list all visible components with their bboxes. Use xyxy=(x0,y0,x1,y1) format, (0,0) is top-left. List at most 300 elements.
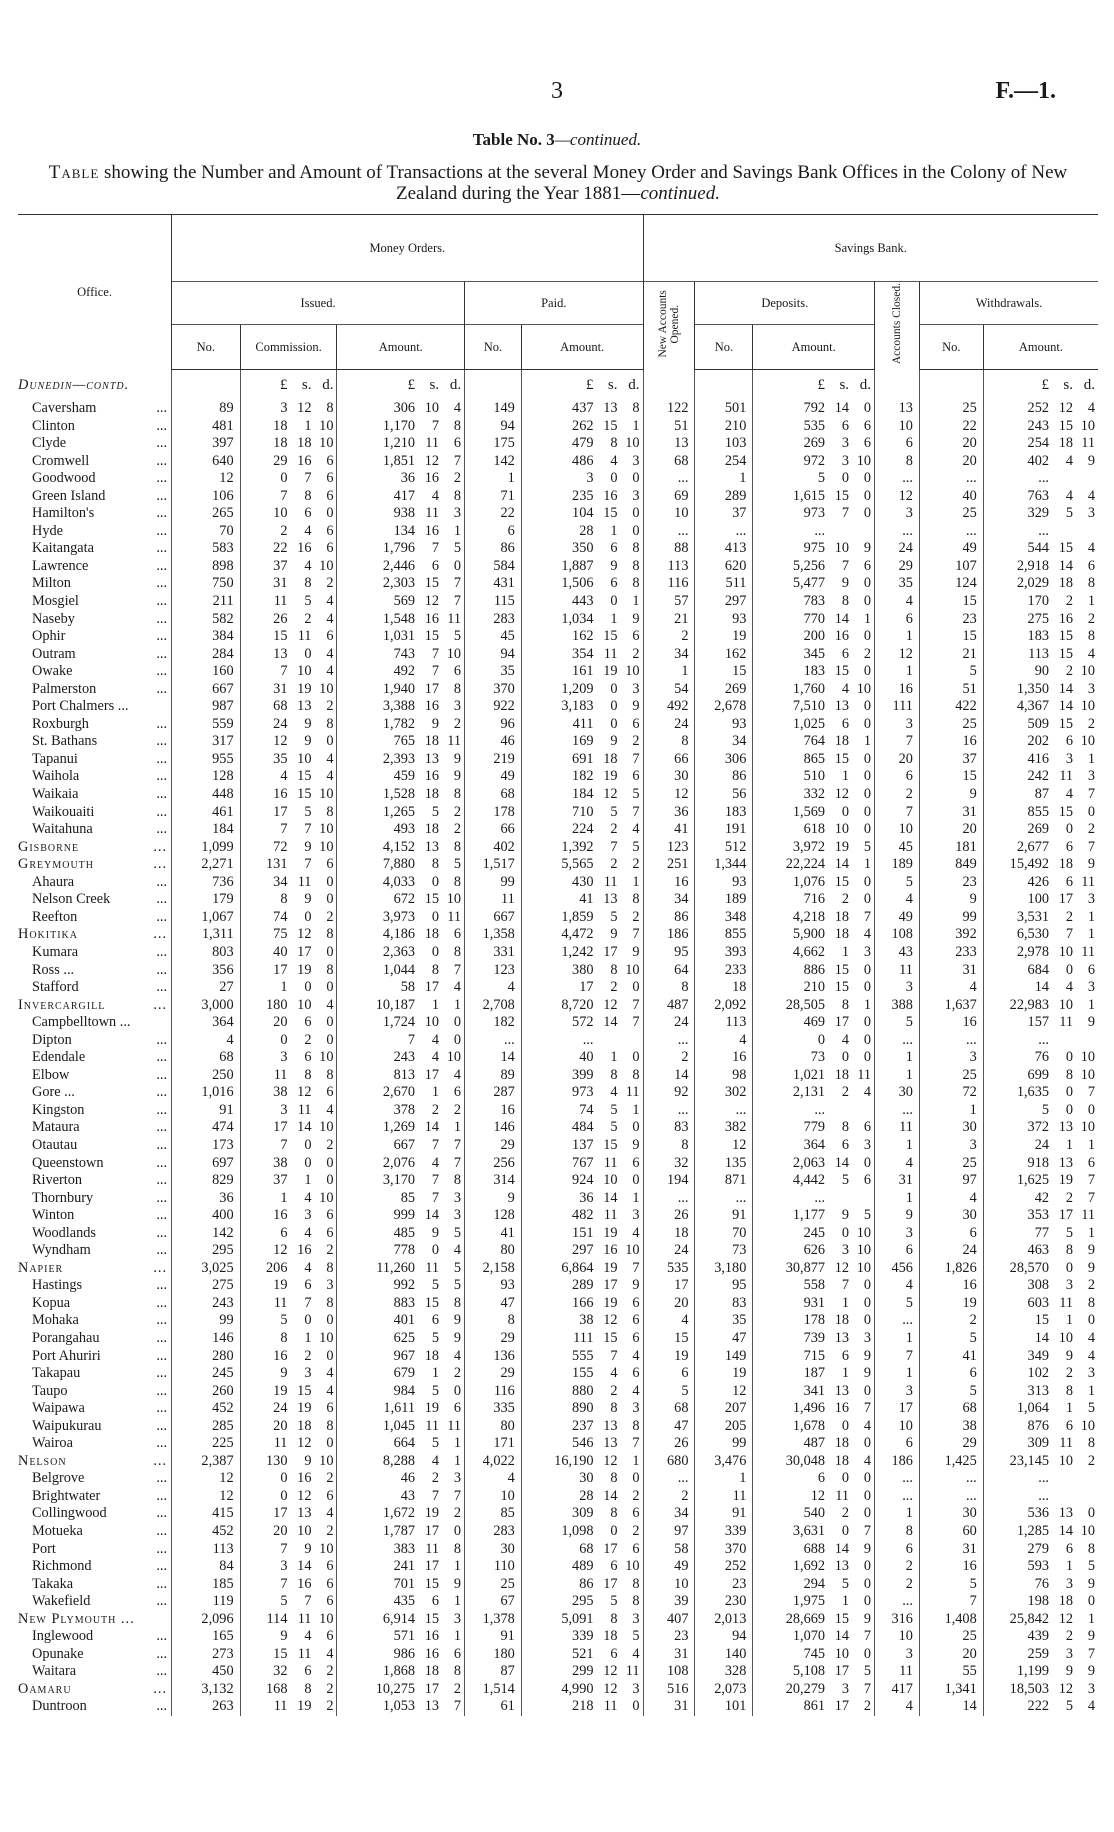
amount-value xyxy=(337,1470,461,1488)
shillings: 2 xyxy=(1065,1628,1073,1645)
pounds: 1,285 xyxy=(1016,1523,1049,1539)
pence: 4 xyxy=(1087,1347,1095,1364)
shillings: 15 xyxy=(834,1610,850,1627)
pounds: 1,868 xyxy=(382,1663,416,1680)
commission xyxy=(240,1155,337,1173)
pounds: 151 xyxy=(572,1224,594,1241)
shillings: 14 xyxy=(297,1119,312,1136)
accounts-closed: 1 xyxy=(875,1365,920,1383)
pounds: 5,565 xyxy=(561,856,594,873)
pounds: 4 xyxy=(280,768,288,785)
office-name xyxy=(18,418,172,436)
leader-dots: ... xyxy=(156,1312,168,1329)
office-label: Green Island xyxy=(32,487,106,504)
table-title xyxy=(0,130,1114,150)
amount-value xyxy=(522,1663,640,1681)
withdrawals-amount xyxy=(983,891,1098,909)
deposits-amount xyxy=(753,1470,875,1488)
shillings: 6 xyxy=(304,1049,312,1066)
pounds: 2,677 xyxy=(1016,838,1049,855)
empty-cell xyxy=(465,370,522,401)
pounds: 169 xyxy=(572,733,594,750)
pence: 7 xyxy=(453,961,462,978)
pence: 10 xyxy=(625,663,640,680)
office-name xyxy=(18,1418,172,1436)
amount-value xyxy=(984,1067,1095,1085)
commission xyxy=(240,1067,337,1085)
office-label: Elbow xyxy=(32,1066,70,1083)
amount-value xyxy=(753,1365,871,1383)
accounts-closed: ... xyxy=(875,1593,920,1611)
new-accounts: ... xyxy=(643,1470,695,1488)
amount-value xyxy=(337,681,461,699)
pence: 6 xyxy=(632,768,640,785)
shillings: 2 xyxy=(610,821,618,838)
leader-dots: ... xyxy=(156,1119,168,1136)
pence: 6 xyxy=(326,1558,334,1575)
pounds: 210 xyxy=(803,979,826,996)
commission xyxy=(240,1014,337,1032)
shillings: 14 xyxy=(297,1558,312,1575)
shillings: 0 xyxy=(431,1242,440,1259)
table-row xyxy=(18,1014,1098,1032)
pounds: 9 xyxy=(280,1628,288,1645)
pence: 8 xyxy=(453,680,462,697)
pounds: 701 xyxy=(393,1575,416,1592)
office-label: Naseby xyxy=(32,610,75,627)
withdrawals-amount xyxy=(983,435,1098,453)
paid-amount xyxy=(521,540,643,558)
office-name xyxy=(18,663,172,681)
table-row xyxy=(18,1611,1098,1629)
pence: 2 xyxy=(453,1101,462,1118)
pounds: 1,672 xyxy=(382,1505,416,1522)
new-accounts: 86 xyxy=(643,909,695,927)
withdrawals-amount xyxy=(983,1453,1098,1471)
new-accounts: 88 xyxy=(643,540,695,558)
accounts-closed: 10 xyxy=(875,418,920,436)
withdrawals-amount xyxy=(983,1628,1098,1646)
deposits-amount xyxy=(753,593,875,611)
accounts-closed: 7 xyxy=(875,733,920,751)
pounds: 11 xyxy=(273,1066,288,1083)
amount-value xyxy=(241,1505,334,1523)
pence: 0 xyxy=(326,1014,334,1031)
amount-value xyxy=(241,1348,334,1366)
pence: 6 xyxy=(326,522,334,539)
amount-value xyxy=(241,523,334,541)
pounds: 667 xyxy=(393,1136,416,1153)
deposits-count: 183 xyxy=(695,804,753,822)
shillings: 10 xyxy=(297,750,312,767)
pounds: 536 xyxy=(1027,1505,1049,1522)
amount-value xyxy=(522,1628,640,1646)
pounds: 924 xyxy=(572,1172,594,1189)
shillings xyxy=(1049,523,1073,541)
shillings: 8 xyxy=(1065,1382,1073,1399)
pounds: ... xyxy=(582,1031,594,1048)
pounds: 130 xyxy=(266,1452,288,1469)
shillings: 8 xyxy=(610,435,618,452)
pounds: 294 xyxy=(803,1575,826,1592)
shillings: 15 xyxy=(424,891,440,908)
shillings: 11 xyxy=(603,1207,618,1224)
shillings: 14 xyxy=(834,1154,850,1171)
issued-amount xyxy=(337,1330,465,1348)
amount-value xyxy=(522,1435,640,1453)
leader-dots: ... xyxy=(153,1259,168,1276)
pounds: 1,625 xyxy=(1016,1172,1049,1189)
issued-amount xyxy=(337,1155,465,1173)
shillings: 18 xyxy=(424,733,440,750)
amount-value xyxy=(337,1681,461,1699)
new-accounts: 10 xyxy=(643,1576,695,1594)
shillings: 0 xyxy=(1065,1049,1073,1066)
shillings: 4 xyxy=(304,1628,312,1645)
pence: 2 xyxy=(632,908,640,925)
shillings: 18 xyxy=(834,733,850,750)
pounds: 4,472 xyxy=(561,926,594,943)
deposits-amount xyxy=(753,1365,875,1383)
pence: 0 xyxy=(632,470,640,487)
pounds: 1,170 xyxy=(382,417,416,434)
amount-value xyxy=(753,575,871,593)
amount-value xyxy=(753,786,871,804)
deposits-no-header: No. xyxy=(695,325,753,370)
amount-value xyxy=(984,1400,1095,1418)
pence: 1 xyxy=(632,1189,640,1206)
amount-value xyxy=(753,804,871,822)
caption-lead: Table xyxy=(48,162,100,183)
amount-value xyxy=(241,874,334,892)
paid-amount xyxy=(521,1260,643,1278)
office-label: Winton xyxy=(32,1207,75,1224)
shillings: 1 xyxy=(431,1084,440,1101)
issued-amount xyxy=(337,1663,465,1681)
shillings: 12 xyxy=(297,1487,312,1504)
amount-value xyxy=(753,1663,871,1681)
amount-value xyxy=(984,804,1095,822)
paid-amount xyxy=(521,1295,643,1313)
pence: 11 xyxy=(1081,1207,1095,1224)
office-name xyxy=(18,874,172,892)
amount-value xyxy=(337,1190,461,1208)
deposits-count: 37 xyxy=(695,505,753,523)
withdrawals-count: 16 xyxy=(919,1558,983,1576)
shillings: 12 xyxy=(603,786,618,803)
pounds: 11 xyxy=(273,1294,288,1311)
shilling-unit: s. xyxy=(301,377,312,393)
leader-dots: ... xyxy=(156,891,168,908)
withdrawals-amount xyxy=(983,1470,1098,1488)
leader-dots: ... xyxy=(156,540,168,557)
pence: 5 xyxy=(632,1628,640,1645)
issued-count: 356 xyxy=(172,962,241,980)
pence: 7 xyxy=(1087,1084,1095,1101)
pence: 6 xyxy=(863,1119,872,1136)
amount-value xyxy=(337,540,461,558)
pence: 9 xyxy=(632,943,640,960)
shillings: 18 xyxy=(1058,856,1073,873)
amount-value xyxy=(753,593,871,611)
withdrawals-amount xyxy=(983,1541,1098,1559)
issued-amount xyxy=(337,470,465,488)
pounds: 778 xyxy=(393,1242,416,1259)
commission xyxy=(240,1646,337,1664)
pence: 5 xyxy=(1087,1400,1095,1417)
pence: 4 xyxy=(453,400,462,416)
shillings: 16 xyxy=(424,1645,440,1662)
leader-dots: ... xyxy=(156,487,168,504)
shillings: 1 xyxy=(841,1365,850,1382)
pounds: 12 xyxy=(273,733,288,750)
deposits-amount xyxy=(753,681,875,699)
accounts-closed: 8 xyxy=(875,453,920,471)
withdrawals-amount xyxy=(983,540,1098,558)
pounds: 7,880 xyxy=(382,856,416,873)
withdrawals-amount xyxy=(983,1295,1098,1313)
shillings: 9 xyxy=(1065,1663,1073,1680)
withdrawals-amount xyxy=(983,1084,1098,1102)
table-row xyxy=(18,593,1098,611)
shillings xyxy=(825,1190,849,1208)
paid-count: 29 xyxy=(465,1137,522,1155)
pence: 2 xyxy=(1087,715,1095,732)
shillings: 4 xyxy=(1065,452,1073,469)
pounds: 6,914 xyxy=(382,1610,416,1627)
deposits-amount xyxy=(753,453,875,471)
shillings: 0 xyxy=(431,943,440,960)
amount-value xyxy=(753,768,871,786)
issued-count: 211 xyxy=(172,593,241,611)
table-row xyxy=(18,1681,1098,1699)
issued-amount xyxy=(337,1541,465,1559)
shillings: 11 xyxy=(1059,1014,1073,1031)
new-accounts: 31 xyxy=(643,1698,695,1716)
pounds: 485 xyxy=(393,1224,416,1241)
pounds: 58 xyxy=(400,979,416,996)
shillings: 7 xyxy=(304,856,312,873)
issued-amount xyxy=(337,1225,465,1243)
paid-amount xyxy=(521,1383,643,1401)
deposits-amount xyxy=(753,856,875,874)
pounds: 77 xyxy=(1034,1224,1049,1241)
paid-count: 8 xyxy=(465,1312,522,1330)
pence: 3 xyxy=(632,487,640,504)
shillings: 16 xyxy=(603,1242,618,1259)
table-row xyxy=(18,1207,1098,1225)
deposits-count: 382 xyxy=(695,1119,753,1137)
pounds: 222 xyxy=(1027,1698,1049,1715)
pounds: 5 xyxy=(280,1312,288,1329)
office-label: Taupo xyxy=(32,1382,68,1399)
withdrawals-amount xyxy=(983,1576,1098,1594)
amount-value xyxy=(522,698,640,716)
pounds: 3 xyxy=(586,470,594,487)
pence: 4 xyxy=(1087,1329,1095,1346)
shillings: 4 xyxy=(304,1259,312,1276)
deposits-amount xyxy=(753,540,875,558)
pence: 7 xyxy=(632,750,640,767)
pence: 4 xyxy=(326,1101,334,1118)
withdrawals-amount-header: Amount. xyxy=(983,325,1098,370)
pounds: 28 xyxy=(579,522,594,539)
amount-value xyxy=(984,1155,1095,1173)
pence: 0 xyxy=(863,803,872,820)
commission xyxy=(240,1698,337,1716)
shillings: 4 xyxy=(431,1031,440,1048)
shillings: 8 xyxy=(610,1470,618,1487)
amount-value xyxy=(753,1593,871,1611)
amount-value xyxy=(984,1137,1095,1155)
amount-value xyxy=(241,1453,334,1471)
office-label: Port Ahuriri xyxy=(32,1347,101,1364)
pence: 9 xyxy=(1087,1575,1095,1592)
amount-value xyxy=(984,1435,1095,1453)
issued-count: 317 xyxy=(172,733,241,751)
issued-count: 667 xyxy=(172,681,241,699)
commission-header: Commission. xyxy=(240,325,337,370)
pounds: 770 xyxy=(803,610,826,627)
office-name xyxy=(18,470,172,488)
withdrawals-count: 4 xyxy=(919,979,983,997)
shillings: 6 xyxy=(431,1593,440,1610)
deposits-amount xyxy=(753,1435,875,1453)
issued-amount xyxy=(337,575,465,593)
shillings: 18 xyxy=(1058,1593,1073,1610)
pence: 0 xyxy=(863,1558,872,1575)
withdrawals-count: 5 xyxy=(919,663,983,681)
pounds: 10,275 xyxy=(375,1680,416,1697)
office-label: Wakefield xyxy=(32,1593,91,1610)
withdrawals-amount xyxy=(983,1190,1098,1208)
pounds: 973 xyxy=(803,505,826,522)
withdrawals-count: 20 xyxy=(919,821,983,839)
withdrawals-count: 25 xyxy=(919,505,983,523)
pence: 3 xyxy=(632,1610,640,1627)
office-label: Mohaka xyxy=(32,1312,79,1329)
amount-value xyxy=(337,611,461,629)
amount-value xyxy=(522,962,640,980)
pounds: 509 xyxy=(1027,715,1049,732)
withdrawals-count: 5 xyxy=(919,1576,983,1594)
shillings: 11 xyxy=(1059,1294,1073,1311)
pence: 6 xyxy=(632,1365,640,1382)
shillings: 18 xyxy=(297,435,312,452)
withdrawals-header: Withdrawals. xyxy=(919,282,1098,325)
pounds: 38 xyxy=(579,1312,594,1329)
withdrawals-no-header: No. xyxy=(919,325,983,370)
pence: 4 xyxy=(326,1505,334,1522)
pounds: 22 xyxy=(273,540,288,557)
commission xyxy=(240,1628,337,1646)
deposits-count: 230 xyxy=(695,1593,753,1611)
accounts-closed: 16 xyxy=(875,681,920,699)
pence: 4 xyxy=(1087,400,1095,416)
pence xyxy=(1073,470,1095,488)
pounds: 603 xyxy=(1027,1294,1049,1311)
shillings: 8 xyxy=(610,1400,618,1417)
pounds: 37 xyxy=(273,557,288,574)
pounds: 4,442 xyxy=(792,1172,826,1189)
pounds: 332 xyxy=(803,786,826,803)
office-name xyxy=(18,453,172,471)
deposits-count: 189 xyxy=(695,891,753,909)
accounts-closed: 4 xyxy=(875,1698,920,1716)
commission xyxy=(240,1383,337,1401)
office-name xyxy=(18,698,172,716)
office-label: Oamaru xyxy=(18,1680,72,1697)
shillings: 0 xyxy=(841,1523,850,1539)
pounds: 569 xyxy=(393,593,416,610)
commission xyxy=(240,751,337,769)
deposits-amount xyxy=(753,1558,875,1576)
withdrawals-amount xyxy=(983,1207,1098,1225)
pence xyxy=(849,523,871,541)
deposits-amount xyxy=(753,1400,875,1418)
pounds: 13 xyxy=(273,645,288,662)
pounds: 26 xyxy=(273,610,288,627)
paid-count: 4,022 xyxy=(465,1453,522,1471)
shillings: 11 xyxy=(1059,1435,1073,1452)
table-row xyxy=(18,1155,1098,1173)
deposits-count: 4 xyxy=(695,1032,753,1050)
commission xyxy=(240,1418,337,1436)
issued-amount xyxy=(337,997,465,1015)
withdrawals-count: 23 xyxy=(919,874,983,892)
pence: 5 xyxy=(632,786,640,803)
paid-amount xyxy=(521,1207,643,1225)
pounds: 18 xyxy=(273,435,288,452)
table-row xyxy=(18,979,1098,997)
pounds: ... xyxy=(1038,470,1049,487)
table-row xyxy=(18,646,1098,664)
shillings: 1 xyxy=(1065,1558,1073,1575)
pence: 8 xyxy=(632,891,640,908)
pence: 3 xyxy=(632,452,640,469)
shillings: 11 xyxy=(425,1259,440,1276)
pounds: 2 xyxy=(280,522,288,539)
issued-count: 448 xyxy=(172,786,241,804)
amount-value xyxy=(984,1505,1095,1523)
paid-count: 1,517 xyxy=(465,856,522,874)
shillings: 2 xyxy=(610,979,618,996)
deposits-count: 86 xyxy=(695,768,753,786)
pence: 1 xyxy=(1087,996,1095,1013)
paid-amount xyxy=(521,786,643,804)
pence: 4 xyxy=(326,768,334,785)
shillings: 10 xyxy=(297,996,312,1013)
pence: 10 xyxy=(1080,663,1095,680)
commission xyxy=(240,1488,337,1506)
shillings: 5 xyxy=(431,1435,440,1452)
shillings: 7 xyxy=(304,470,312,487)
section-heading-text: Dunedin—contd. xyxy=(18,376,130,393)
amount-value xyxy=(241,979,334,997)
shillings: 2 xyxy=(431,1470,440,1487)
table-row xyxy=(18,804,1098,822)
leader-dots: ... xyxy=(156,1593,168,1610)
pounds: 1,053 xyxy=(382,1698,416,1715)
issued-amount xyxy=(337,418,465,436)
pounds: 297 xyxy=(572,1242,594,1259)
pounds: 31 xyxy=(273,575,288,592)
paid-count: 85 xyxy=(465,1505,522,1523)
pounds: 535 xyxy=(803,417,826,434)
pounds: 353 xyxy=(1027,1207,1049,1224)
pounds: 401 xyxy=(393,1312,416,1329)
deposits-count: 254 xyxy=(695,453,753,471)
